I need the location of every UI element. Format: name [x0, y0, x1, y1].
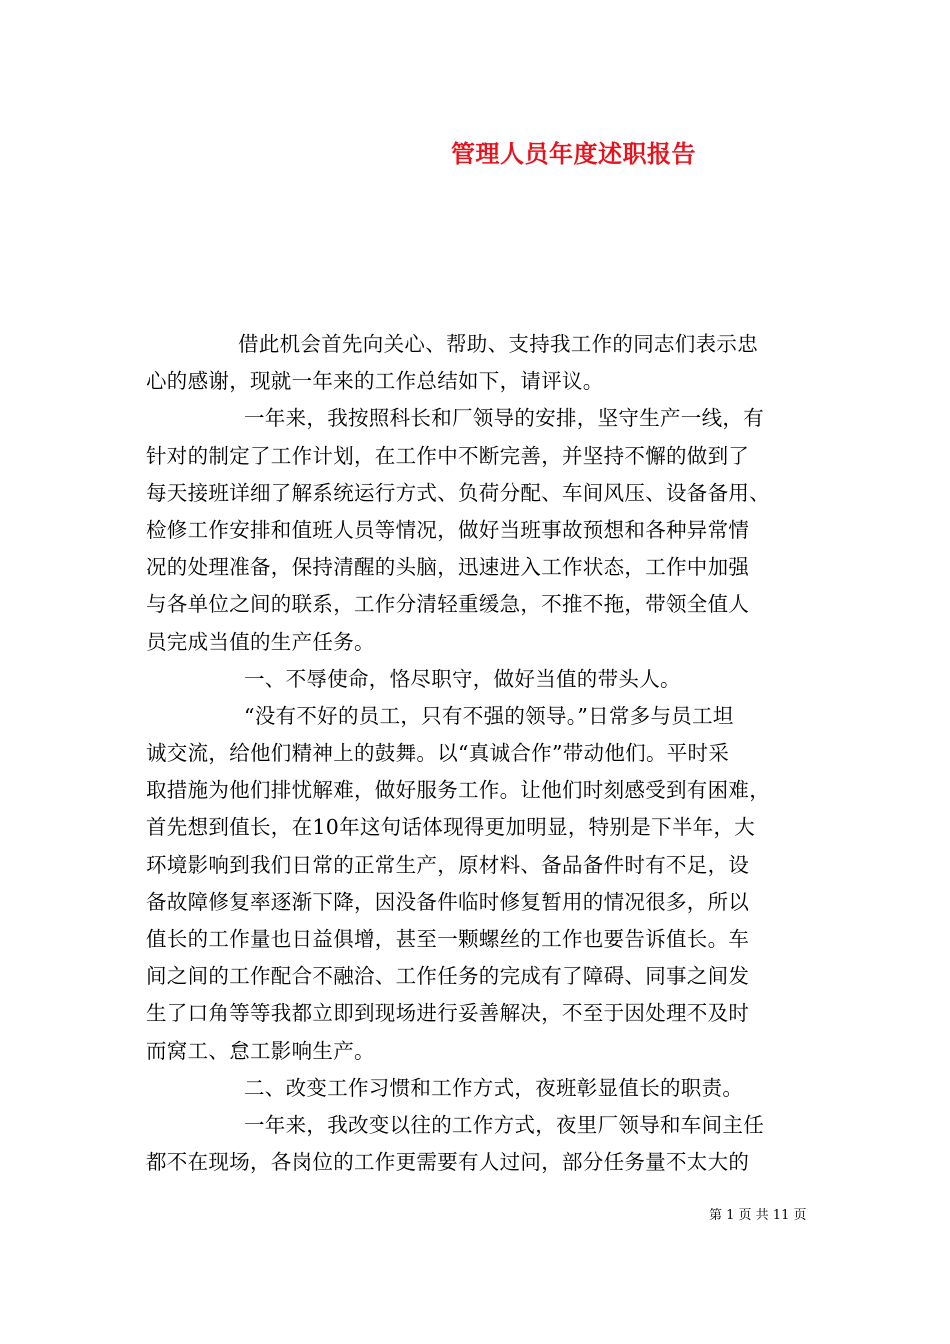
paragraph-line: 心的感谢，现就一年来的工作总结如下，请评议。	[146, 369, 604, 394]
paragraph-line: 而窝工、怠工影响生产。	[146, 1038, 375, 1063]
paragraph-line: 与各单位之间的联系，工作分清轻重缓急，不推不拖，带领全值人	[146, 592, 750, 617]
paragraph-line: 借此机会首先向关心、帮助、支持我工作的同志们表示忠	[238, 332, 758, 356]
paragraph-line: 环境影响到我们日常的正常生产，原材料、备品备件时有不足，设	[146, 852, 750, 877]
paragraph-line: 间之间的工作配合不融洽、工作任务的完成有了障碍、同事之间发	[146, 964, 750, 989]
paragraph-line: 诚交流，给他们精神上的鼓舞。以“真诚合作”带动他们。平时采	[146, 741, 730, 766]
paragraph-line: 取措施为他们排忧解难，做好服务工作。让他们时刻感受到有困难，	[146, 778, 770, 803]
paragraph-line: “没有不好的员工，只有不强的领导。”日常多与员工坦	[244, 703, 734, 728]
paragraph-line: 值长的工作量也日益俱增，甚至一颗螺丝的工作也要告诉值长。车	[146, 927, 750, 951]
paragraph-line: 针对的制定了工作计划，在工作中不断完善，并坚持不懈的做到了	[146, 443, 750, 468]
section-heading: 二、改变工作习惯和工作方式，夜班彰显值长的职责。	[244, 1075, 744, 1100]
paragraph-line: 生了口角等等我都立即到现场进行妥善解决，不至于因处理不及时	[146, 1001, 750, 1026]
paragraph-line: 员完成当值的生产任务。	[146, 629, 375, 654]
section-heading: 一、不辱使命，恪尽职守，做好当值的带头人。	[244, 666, 681, 691]
paragraph-line: 况的处理准备，保持清醒的头脑，迅速进入工作状态，工作中加强	[146, 555, 750, 580]
paragraph-line: 每天接班详细了解系统运行方式、负荷分配、车间风压、设备备用、	[146, 480, 770, 505]
document-body	[146, 326, 810, 1181]
page-number-footer: 第 1 页 共 11 页	[709, 1208, 807, 1223]
paragraph-line: 检修工作安排和值班人员等情况，做好当班事故预想和各种异常情	[146, 517, 750, 542]
paragraph-line: 一年来，我按照科长和厂领导的安排，坚守生产一线，有	[244, 406, 764, 431]
paragraph-line: 都不在现场，各岗位的工作更需要有人过问，部分任务量不太大的	[146, 1150, 750, 1175]
paragraph-line: 备故障修复率逐渐下降，因没备件临时修复暂用的情况很多，所以	[146, 889, 750, 914]
paragraph-line: 首先想到值长，在10年这句话体现得更加明显，特别是下半年，大	[146, 815, 756, 840]
document-title: 管理人员年度述职报告	[451, 139, 696, 168]
paragraph-line: 一年来，我改变以往的工作方式，夜里厂领导和车间主任	[244, 1112, 764, 1137]
